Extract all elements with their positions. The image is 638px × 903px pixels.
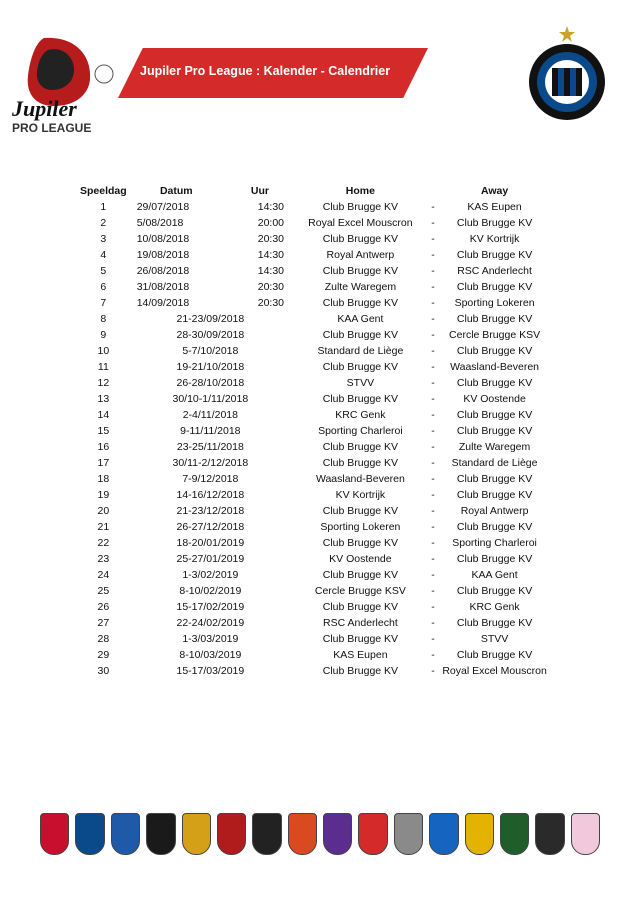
- separator-cell: -: [431, 585, 435, 597]
- matchday-cell: 15: [97, 425, 110, 437]
- page-title: Jupiler Pro League : Kalender - Calendrier: [140, 64, 391, 78]
- table-row: [80, 359, 550, 375]
- lokeren-crest: [500, 813, 529, 855]
- date-cell: 14-16/12/2018: [176, 489, 245, 501]
- time-cell: 20:30: [257, 297, 285, 309]
- date-cell: 9-11/11/2018: [180, 425, 241, 437]
- home-team-cell: Club Brugge KV: [322, 361, 399, 373]
- kortrijk-crest: [217, 813, 246, 855]
- separator-cell: -: [431, 649, 435, 661]
- home-team-cell: Club Brugge KV: [322, 201, 399, 213]
- matchday-cell: 30: [97, 665, 110, 677]
- time-cell: 14:30: [257, 265, 285, 277]
- club-brugge-crest: [75, 813, 104, 855]
- date-cell: 1-3/03/2019: [182, 633, 239, 645]
- date-cell: 7-9/12/2018: [182, 473, 239, 485]
- table-row: [80, 327, 550, 343]
- separator-cell: -: [431, 665, 435, 677]
- matchday-cell: 5: [100, 265, 107, 277]
- charleroi-crest: [252, 813, 281, 855]
- matchday-cell: 26: [97, 601, 110, 613]
- away-team-cell: KV Oostende: [463, 393, 526, 405]
- home-team-cell: Club Brugge KV: [322, 233, 399, 245]
- table-row: [80, 535, 550, 551]
- matchday-cell: 13: [97, 393, 110, 405]
- table-row: [80, 375, 550, 391]
- home-team-cell: Zulte Waregem: [324, 281, 397, 293]
- away-team-cell: Waasland-Beveren: [450, 361, 540, 373]
- zulte-waregem-crest: [288, 813, 317, 855]
- away-team-cell: KAA Gent: [471, 569, 518, 581]
- home-team-cell: Club Brugge KV: [322, 297, 399, 309]
- away-team-cell: KAS Eupen: [467, 201, 522, 213]
- matchday-cell: 24: [97, 569, 110, 581]
- away-team-cell: Club Brugge KV: [456, 553, 533, 565]
- date-cell: 28-30/09/2018: [176, 329, 245, 341]
- separator-cell: -: [431, 537, 435, 549]
- separator-cell: -: [431, 233, 435, 245]
- home-team-cell: Club Brugge KV: [322, 537, 399, 549]
- away-team-cell: Club Brugge KV: [456, 425, 533, 437]
- matchday-cell: 27: [97, 617, 110, 629]
- home-team-cell: Club Brugge KV: [322, 633, 399, 645]
- jupiler-pro-league-logo: [4, 36, 128, 136]
- away-team-cell: Club Brugge KV: [456, 313, 533, 325]
- separator-cell: -: [431, 313, 435, 325]
- table-row: [80, 263, 550, 279]
- away-team-cell: Club Brugge KV: [456, 217, 533, 229]
- header-home: Home: [345, 185, 375, 197]
- gent-crest: [111, 813, 140, 855]
- antwerp-crest: [40, 813, 69, 855]
- date-cell: 25-27/01/2019: [176, 553, 245, 565]
- matchday-cell: 16: [97, 441, 110, 453]
- home-team-cell: RSC Anderlecht: [323, 617, 398, 629]
- date-cell: 21-23/09/2018: [176, 313, 245, 325]
- date-cell: 1-3/02/2019: [182, 569, 239, 581]
- separator-cell: -: [431, 457, 435, 469]
- date-cell: 26/08/2018: [136, 265, 190, 277]
- home-team-cell: Standard de Liège: [317, 345, 404, 357]
- away-team-cell: Club Brugge KV: [456, 489, 533, 501]
- date-cell: 26-27/12/2018: [176, 521, 245, 533]
- separator-cell: -: [431, 425, 435, 437]
- home-team-cell: Waasland-Beveren: [315, 473, 405, 485]
- date-cell: 8-10/03/2019: [179, 649, 242, 661]
- table-row: [80, 551, 550, 567]
- table-row: [80, 503, 550, 519]
- date-cell: 30/11-2/12/2018: [172, 457, 249, 469]
- separator-cell: -: [431, 281, 435, 293]
- matchday-cell: 11: [97, 361, 109, 373]
- matchday-cell: 28: [97, 633, 110, 645]
- table-row: [80, 615, 550, 631]
- svg-text:Jupiler: Jupiler: [12, 96, 77, 121]
- date-cell: 5/08/2018: [136, 217, 184, 229]
- date-cell: 21-23/12/2018: [176, 505, 245, 517]
- away-team-cell: RSC Anderlecht: [457, 265, 532, 277]
- away-team-cell: Standard de Liège: [451, 457, 538, 469]
- home-team-cell: Royal Excel Mouscron: [308, 217, 413, 229]
- separator-cell: -: [431, 489, 435, 501]
- matchday-cell: 2: [100, 217, 107, 229]
- separator-cell: -: [431, 393, 435, 405]
- club-brugge-logo: [524, 24, 610, 124]
- away-team-cell: KV Kortrijk: [469, 233, 520, 245]
- matchday-cell: 3: [100, 233, 107, 245]
- date-cell: 10/08/2018: [136, 233, 190, 245]
- separator-cell: -: [431, 553, 435, 565]
- home-team-cell: KRC Genk: [335, 409, 386, 421]
- separator-cell: -: [431, 249, 435, 261]
- time-cell: 14:30: [257, 201, 285, 213]
- home-team-cell: Cercle Brugge KSV: [314, 585, 406, 597]
- table-row: [80, 583, 550, 599]
- table-row: [80, 471, 550, 487]
- schedule-table: [80, 183, 550, 679]
- away-team-cell: Cercle Brugge KSV: [449, 329, 541, 341]
- time-cell: 20:30: [257, 233, 285, 245]
- away-team-cell: Royal Antwerp: [460, 505, 529, 517]
- matchday-cell: 1: [100, 201, 107, 213]
- separator-cell: -: [431, 297, 435, 309]
- matchday-cell: 17: [97, 457, 110, 469]
- home-team-cell: Club Brugge KV: [322, 393, 399, 405]
- table-row: [80, 407, 550, 423]
- date-cell: 5-7/10/2018: [182, 345, 239, 357]
- home-team-cell: Royal Antwerp: [326, 249, 395, 261]
- home-team-cell: KV Oostende: [329, 553, 392, 565]
- home-team-cell: Club Brugge KV: [322, 569, 399, 581]
- separator-cell: -: [431, 217, 435, 229]
- home-team-cell: Club Brugge KV: [322, 457, 399, 469]
- time-cell: 20:30: [257, 281, 285, 293]
- matchday-cell: 12: [97, 377, 110, 389]
- table-row: [80, 199, 550, 215]
- stvv-crest: [465, 813, 494, 855]
- club-crests-row: [40, 808, 600, 860]
- separator-cell: -: [431, 201, 435, 213]
- date-cell: 22-24/02/2019: [176, 617, 245, 629]
- home-team-cell: Club Brugge KV: [322, 505, 399, 517]
- home-team-cell: Club Brugge KV: [322, 601, 399, 613]
- separator-cell: -: [431, 265, 435, 277]
- home-team-cell: Club Brugge KV: [322, 329, 399, 341]
- away-team-cell: Royal Excel Mouscron: [442, 665, 547, 677]
- standard-crest: [182, 813, 211, 855]
- table-row: [80, 391, 550, 407]
- date-cell: 14/09/2018: [136, 297, 190, 309]
- time-cell: 20:00: [257, 217, 285, 229]
- matchday-cell: 21: [97, 521, 110, 533]
- away-team-cell: Club Brugge KV: [456, 473, 533, 485]
- matchday-cell: 7: [100, 297, 107, 309]
- table-row: [80, 647, 550, 663]
- away-team-cell: Club Brugge KV: [456, 377, 533, 389]
- away-team-cell: Club Brugge KV: [456, 345, 533, 357]
- table-row: [80, 439, 550, 455]
- oostende-crest: [394, 813, 423, 855]
- waasland-beveren-crest: [571, 813, 600, 855]
- away-team-cell: Sporting Charleroi: [452, 537, 537, 549]
- date-cell: 30/10-1/11/2018: [172, 393, 249, 405]
- header-date: Datum: [159, 185, 193, 197]
- home-team-cell: Club Brugge KV: [322, 441, 399, 453]
- date-cell: 19-21/10/2018: [176, 361, 245, 373]
- date-cell: 26-28/10/2018: [176, 377, 245, 389]
- svg-text:PRO LEAGUE: PRO LEAGUE: [12, 121, 92, 135]
- table-row: [80, 343, 550, 359]
- separator-cell: -: [431, 329, 435, 341]
- matchday-cell: 10: [97, 345, 110, 357]
- table-row: [80, 663, 550, 679]
- genk-crest: [429, 813, 458, 855]
- away-team-cell: STVV: [480, 633, 509, 645]
- header-away: Away: [480, 185, 509, 197]
- table-row: [80, 215, 550, 231]
- matchday-cell: 6: [100, 281, 107, 293]
- home-team-cell: KAA Gent: [337, 313, 384, 325]
- table-row: [80, 631, 550, 647]
- header-separator: [427, 183, 439, 199]
- table-row: [80, 247, 550, 263]
- table-row: [80, 599, 550, 615]
- home-team-cell: KV Kortrijk: [335, 489, 386, 501]
- separator-cell: -: [431, 617, 435, 629]
- away-team-cell: Club Brugge KV: [456, 521, 533, 533]
- away-team-cell: Club Brugge KV: [456, 585, 533, 597]
- matchday-cell: 14: [97, 409, 110, 421]
- separator-cell: -: [431, 473, 435, 485]
- eupen-crest: [535, 813, 564, 855]
- date-cell: 15-17/03/2019: [176, 665, 245, 677]
- separator-cell: -: [431, 409, 435, 421]
- home-team-cell: STVV: [346, 377, 375, 389]
- date-cell: 2-4/11/2018: [182, 409, 238, 421]
- home-team-cell: Sporting Lokeren: [320, 521, 401, 533]
- cercle-crest: [146, 813, 175, 855]
- table-row: [80, 295, 550, 311]
- matchday-cell: 8: [100, 313, 107, 325]
- header-time: Uur: [250, 185, 269, 197]
- time-cell: 14:30: [257, 249, 285, 261]
- date-cell: 19/08/2018: [136, 249, 190, 261]
- matchday-cell: 23: [97, 553, 110, 565]
- matchday-cell: 22: [97, 537, 110, 549]
- away-team-cell: KRC Genk: [469, 601, 520, 613]
- table-row: [80, 519, 550, 535]
- separator-cell: -: [431, 505, 435, 517]
- table-row: [80, 487, 550, 503]
- table-row: [80, 567, 550, 583]
- away-team-cell: Zulte Waregem: [458, 441, 531, 453]
- table-row: [80, 279, 550, 295]
- separator-cell: -: [431, 569, 435, 581]
- matchday-cell: 29: [97, 649, 110, 661]
- separator-cell: -: [431, 521, 435, 533]
- table-row: [80, 231, 550, 247]
- separator-cell: -: [431, 361, 435, 373]
- away-team-cell: Club Brugge KV: [456, 617, 533, 629]
- matchday-cell: 25: [97, 585, 110, 597]
- away-team-cell: Club Brugge KV: [456, 281, 533, 293]
- matchday-cell: 9: [100, 329, 107, 341]
- table-row: [80, 423, 550, 439]
- date-cell: 31/08/2018: [136, 281, 190, 293]
- home-team-cell: KAS Eupen: [333, 649, 388, 661]
- matchday-cell: 4: [100, 249, 107, 261]
- header-matchday: Speeldag: [80, 185, 127, 197]
- away-team-cell: Club Brugge KV: [456, 649, 533, 661]
- away-team-cell: Sporting Lokeren: [454, 297, 535, 309]
- matchday-cell: 19: [97, 489, 110, 501]
- separator-cell: -: [431, 633, 435, 645]
- table-row: [80, 311, 550, 327]
- matchday-cell: 18: [97, 473, 110, 485]
- anderlecht-crest: [323, 813, 352, 855]
- home-team-cell: Club Brugge KV: [322, 665, 399, 677]
- date-cell: 8-10/02/2019: [179, 585, 242, 597]
- table-header-row: [80, 183, 550, 199]
- mouscron-crest: [358, 813, 387, 855]
- home-team-cell: Club Brugge KV: [322, 265, 399, 277]
- separator-cell: -: [431, 601, 435, 613]
- separator-cell: -: [431, 377, 435, 389]
- away-team-cell: Club Brugge KV: [456, 409, 533, 421]
- date-cell: 15-17/02/2019: [176, 601, 245, 613]
- date-cell: 23-25/11/2018: [176, 441, 244, 453]
- date-cell: 18-20/01/2019: [176, 537, 245, 549]
- away-team-cell: Club Brugge KV: [456, 249, 533, 261]
- matchday-cell: 20: [97, 505, 110, 517]
- home-team-cell: Sporting Charleroi: [318, 425, 403, 437]
- table-row: [80, 455, 550, 471]
- separator-cell: -: [431, 345, 435, 357]
- date-cell: 29/07/2018: [136, 201, 190, 213]
- separator-cell: -: [431, 441, 435, 453]
